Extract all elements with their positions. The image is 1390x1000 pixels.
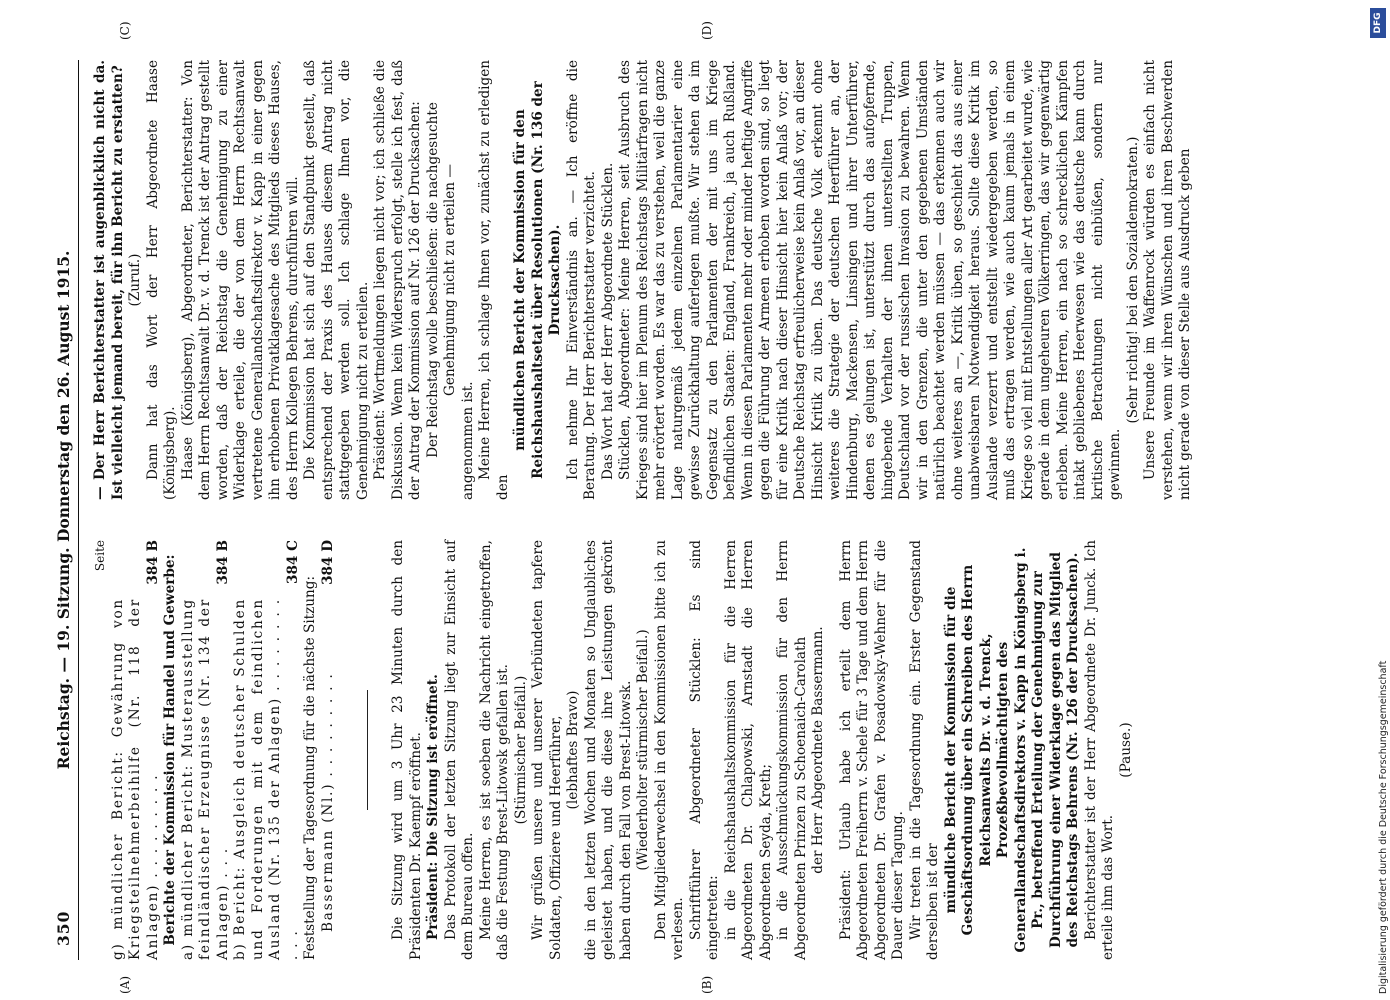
paragraph: Meine Herren, es ist soeben die Nachricht eingetroffen, daß die Festung Brest-Litowsk gefallen ist. <box>477 540 511 960</box>
right-column <box>92 60 1324 500</box>
speech: Stücklen, Abgeordneter: Meine Herren, seit Ausbruch des Krieges sind hier im Plenum des Reichstags Militärfragen nicht mehr erörtert worden. Es war das zu verstehen, weil die ganze Lage naturgemäß jedem einzelnen Parlamentarier eine gewisse Zurückhaltung auferlegen mußte. Wir stehen da im Gegensatz zu den Parlamenten der mit uns im Kriege befindlichen Staaten: England, Frankreich, ja auch Rußland. Wenn in diesen Parlamenten mehr oder minder heftige Angriffe gegen die Führung der Armeen erhoben worden sind, so liegt für eine Kritik nach dieser Hinsicht hier kein Anlaß vor; der Deutsche Reichstag erfreulicherweise kein Anlaß vor, an dieser Hinsicht Kritik zu üben. Das deutsche Volk erkennt ohne weiteres die Strategie der deutschen Heerführer an, der Hindenburg, Mackensen, Linsingen und ihrer Unterführer, denen es gelungen ist, unterstützt durch das aufopfernde, hingebende Verhalten der ihnen unterstellten Truppen, Deutschland vor der russischen Invasion zu bewahren. Wenn wir in den Grenzen, die unter den gegebenen Umständen natürlich beachtet werden müssen — das erkennen auch wir ohne weiteres an —, Kritik üben, so geschieht das aus einer unabweisbaren Notwendigkeit heraus. Sollte diese Kritik im Auslande verzerrt und entstellt wiedergegeben werden, so muß das ertragen werden, wie auch kaum jemals in einem Kriege so viel mit Entstellungen aller Art gearbeitet wurde, wie gerade in dem ungeheuren Völkerringen, das wir gegenwärtig erleben. Meine Herren, ein nach so schrecklichen Kämpfen intakt gebliebenes Heerwesen wie das deutsche kann durch kritische Betrachtungen nicht einbüßen, sondern nur gewinnen. <box>617 60 1123 500</box>
agenda-item: mündliche Bericht der Kommission für die Geschäftsordnung über ein Schreiben des Herrn Reichsanwalts Dr. v. d. Trenck, Prozeßbevollmächtigten des Generallandschaftsdirektors v. Kapp in Königsberg i. Pr., betreffend Erteilung der Genehmigung zur Durchführung einer Widerklage gegen das Mitglied des Reichstags Behrens (Nr. 126 der Drucksachen). <box>942 547 1081 953</box>
interjection: (Zuruf.) <box>127 253 143 307</box>
page-title: Reichstag. — 19. Sitzung. Donnerstag den 26. August 1915. <box>54 250 73 770</box>
interjection: (Pause.) <box>1117 722 1134 778</box>
margin-letter-a: (A) <box>118 975 132 994</box>
paragraph: Das Wort hat der Herr Abgeordnete Stücklen. <box>599 162 616 480</box>
interjection: (Wiederholter stürmischer Beifall.) <box>635 629 651 871</box>
toc-item-g: g) mündlicher Bericht: Gewährung von Kriegsteilnehmerbeihilfe (Nr. 118 der Anlagen) . . . . . . . . . 384 B <box>109 540 161 960</box>
paragraph: Haase (Königsberg), Abgeordneter, Berichterstatter: Von dem Herrn Rechtsanwalt Dr. v. d. Trenck ist der Antrag gestellt worden, daß der Reichstag die Genehmigung zu einer Widerklage erteile, die der von dem Herrn Rechtsanwalt vertretene Generallandschaftsdirektor v. Kapp in einer gegen ihn erhobenen Privatklagesache des Mitglieds dieses Hauses, des Herrn Kollegen Behrens, durchführen will. <box>179 60 301 500</box>
paragraph: Berichterstatter ist der Herr Abgeordnete Dr. Junck. Ich erteile ihm das Wort. <box>1082 540 1116 960</box>
paragraph: Ich nehme Ihr Einverständnis an. — Ich eröffne die Beratung. Der Herr Berichterstatter verzichtet. <box>564 60 598 500</box>
toc-heading: Berichte der Kommission für Handel und Gewerbe: <box>162 554 178 946</box>
margin-letter-c: (C) <box>118 21 132 40</box>
margin-letter-d: (D) <box>700 21 714 40</box>
paragraph: Wir treten in die Tagesordnung ein. Erster Gegenstand derselben ist der <box>907 540 941 960</box>
paragraph: die in den letzten Wochen und Monaten so Unglaubliches geleistet haben, und die diese ihre Leistungen gekrönt haben durch den Fall von Brest-Litowsk. <box>582 540 634 960</box>
page-header <box>52 60 76 960</box>
seite-label: Seite <box>93 540 107 572</box>
paragraph: Schriftführer Abgeordneter Stücklen: Es sind eingetreten: <box>687 540 721 960</box>
paragraph: Präsident: Die Sitzung ist eröffnet. <box>425 674 441 940</box>
dfg-logo: DFG <box>1370 8 1386 38</box>
toc-item-b: b) Bericht: Ausgleich deutscher Schulden und Forderungen mit dem feindlichen Ausland (Nr. 135 der Anlagen) . . . . . . . . . . . 384 C <box>232 540 301 960</box>
digitization-credit: Digitalisierung gefördert durch die Deutsche Forschungsgemeinschaft <box>1378 660 1389 994</box>
interjection: (Stürmischer Beifall.) <box>512 675 529 825</box>
paragraph: Meine Herren, ich schlage Ihnen vor, zunächst zu erledigen den <box>477 60 511 500</box>
paragraph: Wir grüßen unsere und unserer Verbündeten tapfere Soldaten, Offiziere und Heerführer, <box>530 540 564 960</box>
paragraph: Unsere Freunde im Waffenrock würden es einfach nicht verstehen, wenn wir ihren Wünschen und ihren Beschwerden nicht gerade von dieser Stelle aus Ausdruck geben <box>1142 60 1193 500</box>
paragraph: Präsident: Wortmeldungen liegen nicht vor; ich schließe die Diskussion. Wenn kein Widerspruch erfolgt, stelle ich fest, daß der Antrag der Kommission auf Nr. 126 der Drucksachen: <box>372 60 423 500</box>
paragraph: Dann hat das Wort der Herr Abgeordnete Haase (Königsberg). <box>144 60 178 500</box>
paragraph: Die Kommission hat sich auf den Standpunkt gestellt, daß entsprechend der Praxis des Hauses diesem Antrag nicht stattgegeben werden soll. Ich schlage Ihnen vor, die Genehmigung nicht zu erteilen. <box>302 60 371 500</box>
paragraph: Das Protokoll der letzten Sitzung liegt zur Einsicht auf dem Bureau offen. <box>442 540 476 960</box>
interjection: (lebhaftes Bravo) <box>565 690 581 810</box>
paragraph: Den Mitgliederwechsel in den Kommissionen bitte ich zu verlesen. <box>652 540 686 960</box>
left-column <box>92 540 1324 960</box>
page-number: 350 <box>54 910 73 946</box>
paragraph: Der Reichstag wolle beschließen: die nachgesuchte Genehmigung nicht zu erteilen — <box>424 102 458 458</box>
header-rule <box>78 60 79 960</box>
paragraph: angenommen ist. <box>459 381 476 500</box>
paragraph: in die Ausschmückungskommission für den Herrn Abgeordneten Prinzen zu Schoenaich-Carolath <box>775 540 809 960</box>
margin-letter-b: (B) <box>700 975 714 994</box>
interjection: (Sehr richtig! bei den Sozialdemokraten.) <box>1124 136 1141 424</box>
toc-item-a: a) mündlicher Bericht: Musterausstellung feindländischer Erzeugnisse (Nr. 134 der Anlagen) . . . 384 B <box>179 540 231 960</box>
paragraph: der Herr Abgeordnete Bassermann. <box>810 626 826 874</box>
toc-feststellung: Feststellung der Tagesordnung für die nächste Sitzung: <box>302 575 318 960</box>
section-separator <box>367 690 368 810</box>
paragraph: in die Reichshaushaltskommission für die Herren Abgeordneten Dr. Chlapowski, Arnstadt die Herren Abgeordneten Seyda, Kreth; <box>722 540 774 960</box>
toc-bassermann: Bassermann (Nl.) . . . . . . . . . 384 D <box>319 540 336 932</box>
paragraph: — Der Herr Berichterstatter ist augenblicklich nicht da. Ist vielleicht jemand bereit, für ihn Bericht zu erstatten? <box>92 60 126 500</box>
paragraph: Die Sitzung wird um 3 Uhr 23 Minuten durch den Präsidenten Dr. Kaempf eröffnet. <box>390 540 424 960</box>
paragraph: Präsident: Urlaub habe ich erteilt dem Herrn Abgeordneten Freiherrn v. Schele für 3 Tage und dem Herrn Abgeordneten Dr. Grafen v. Posadowsky-Wehner für die Dauer dieser Tagung. <box>837 540 906 960</box>
agenda-item: mündlichen Bericht der Kommission für den Reichshaushaltsetat über Resolutionen (Nr. 136 der Drucksachen). <box>512 81 563 479</box>
